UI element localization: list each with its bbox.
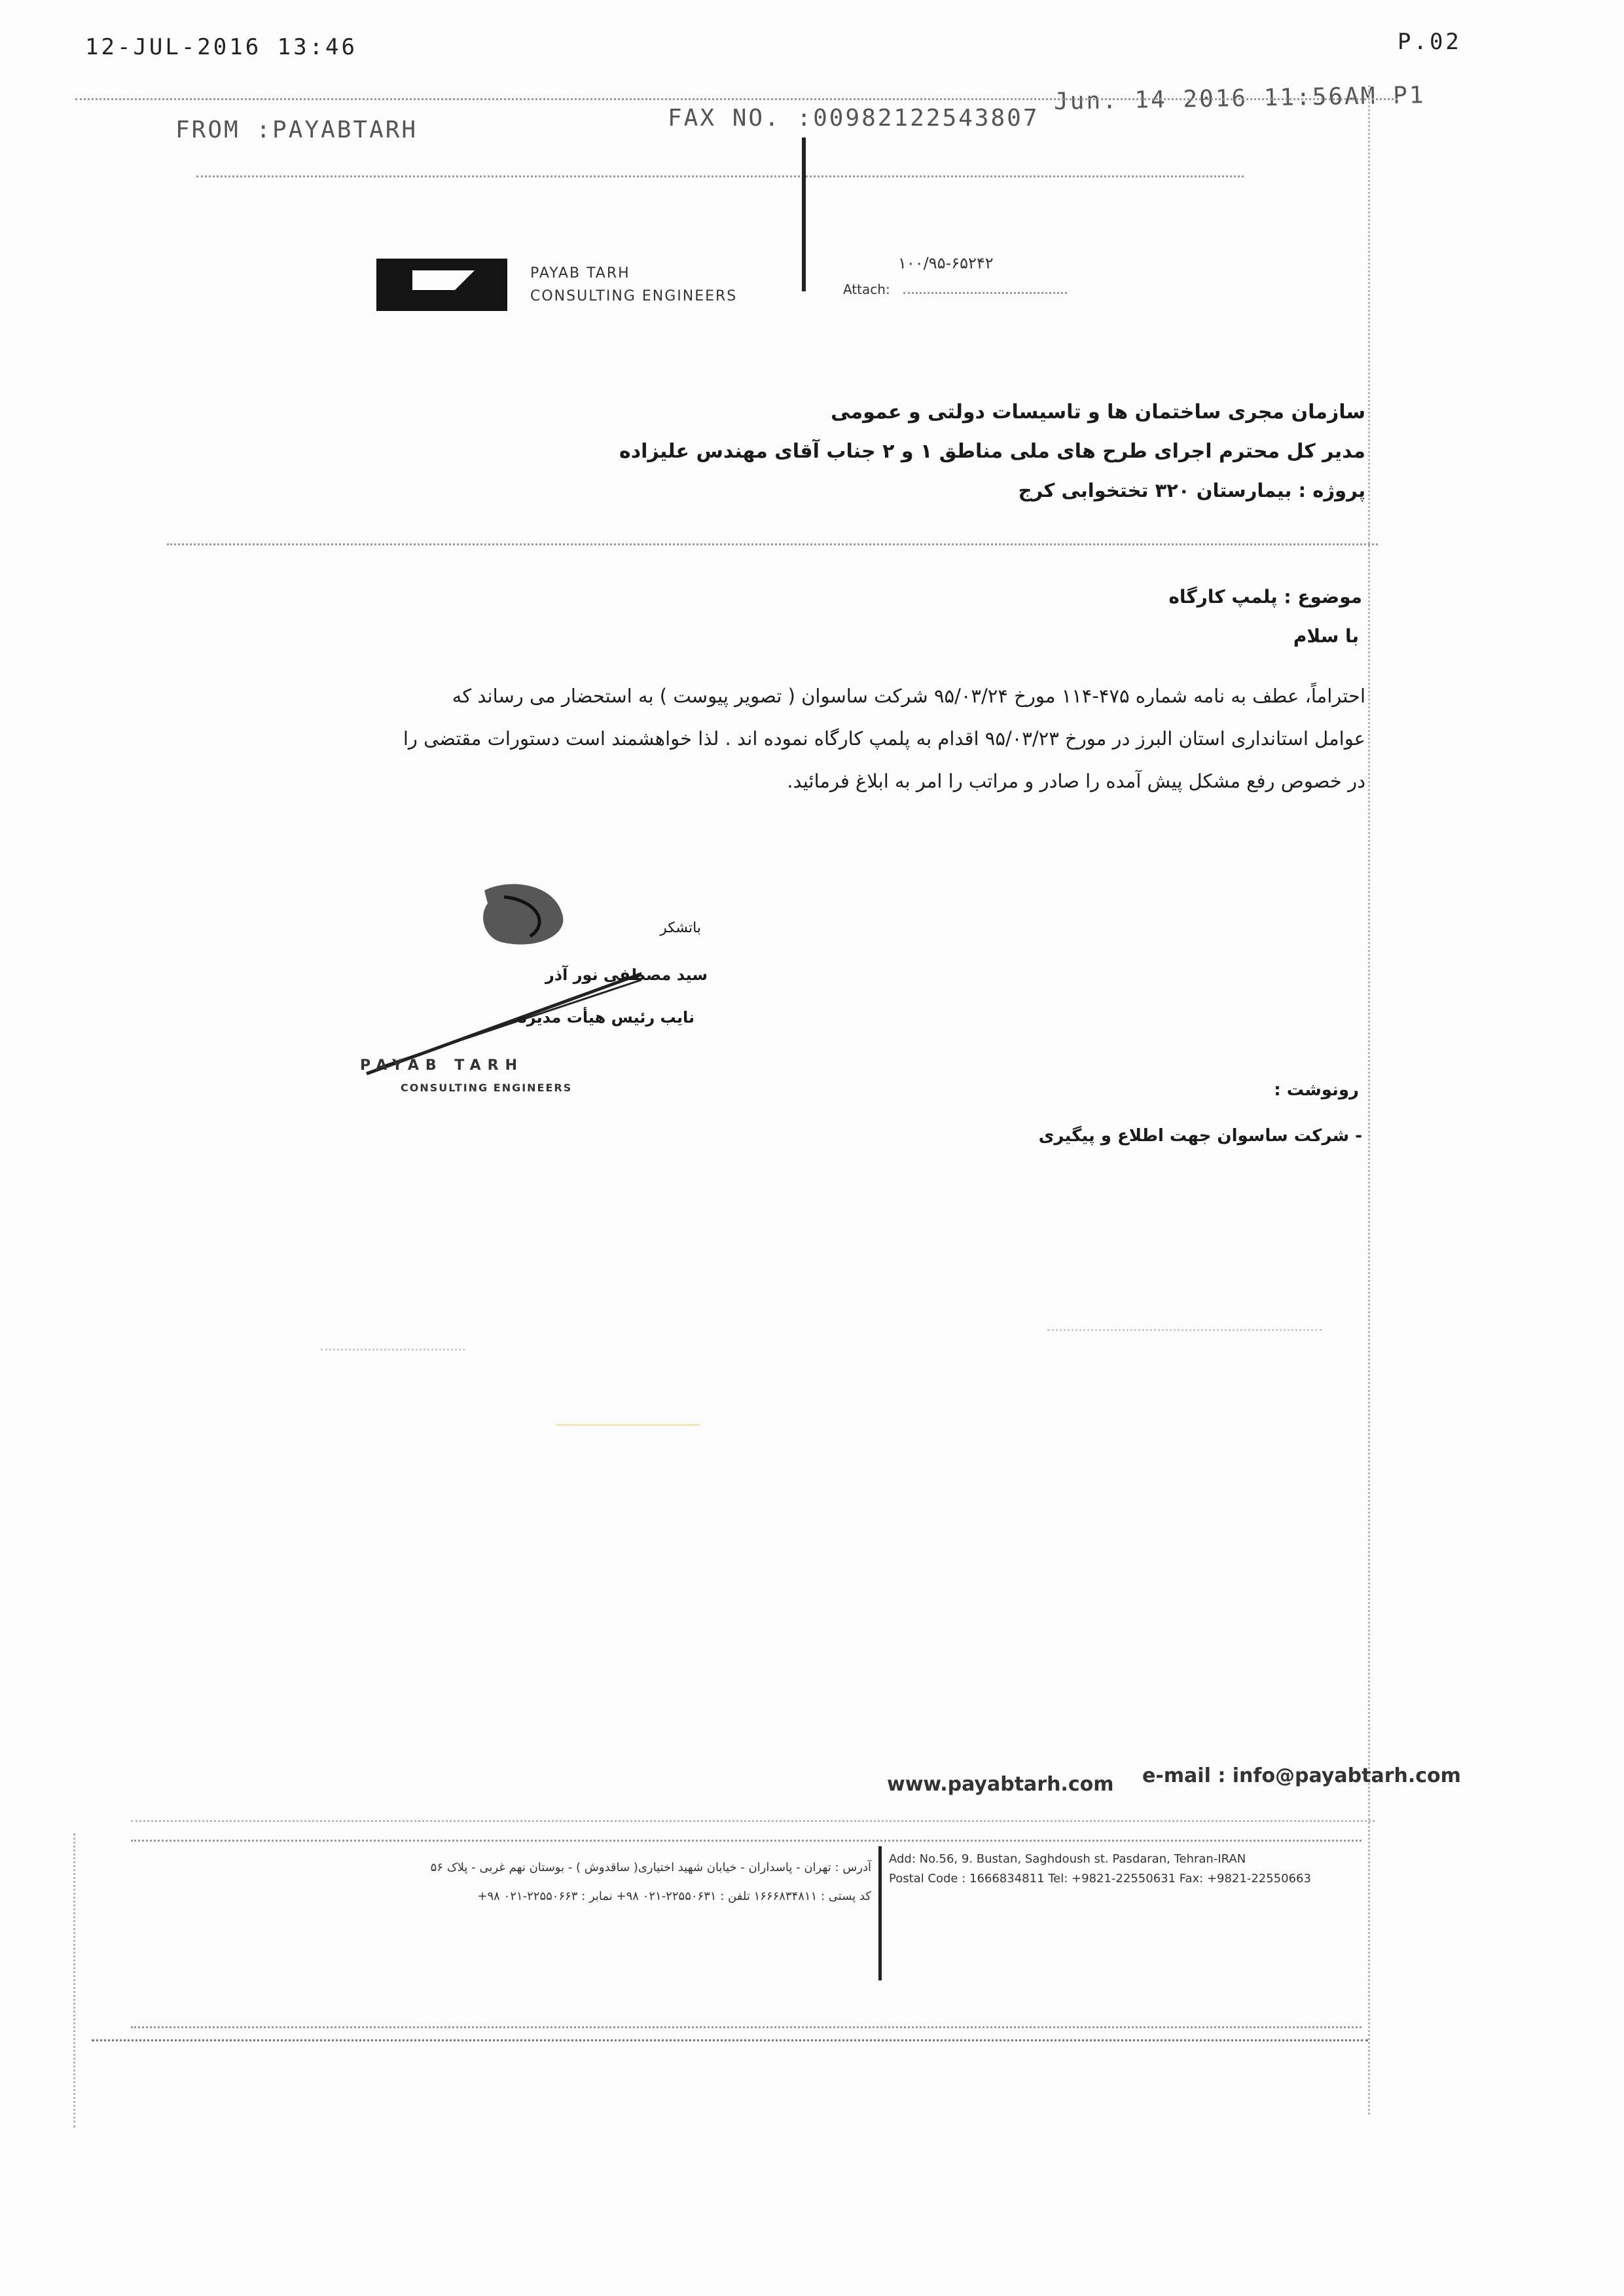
recipient-organization: سازمان مجری ساختمان ها و تاسیسات دولتی و عمومی [831,401,1365,424]
scan-line [92,2039,1368,2041]
footer-divider [878,1846,882,1980]
recipient-name: پروژه : بیمارستان ۳۲۰ تختخوابی کرج [1018,479,1365,501]
body-paragraph-3: در خصوص رفع مشکل پیش آمده را صادر و مراتب را امر به ابلاغ فرمائید. [787,770,1365,792]
scan-line [167,543,1378,545]
fax-page-number: P.02 [1398,29,1462,55]
letter-reference-number: ۱۰۰/۹۵-۶۵۲۴۲ [898,254,994,272]
fax-from: FROM :PAYABTARH [175,117,418,143]
address-en-line-2: Postal Code : 1666834811 Tel: +9821-22550631 Fax: +9821-22550663 [889,1872,1311,1886]
company-logo [376,259,507,311]
attachment-label: Attach: [843,282,890,297]
fax-received-date: Jun. 14 2016 11:56AM P1 [1053,82,1426,115]
footer-rule [131,1840,1362,1842]
greeting: با سلام [1293,625,1359,647]
page-edge-right [1368,85,1370,2115]
body-paragraph-2: عوامل استانداری استان البرز در مورخ ۹۵/۰۳/۲۳ اقدام به پلمپ کارگاه نموده اند . لذا خواهشمند است دستورات مقتضی را [403,727,1365,750]
scan-line [131,1820,1375,1822]
signatory-title: نایب رئیس هیأت مدیره [517,1008,695,1027]
cc-recipient: - شرکت ساسوان جهت اطلاع و پیگیری [1038,1126,1362,1146]
header-divider [802,137,806,291]
company-tagline-en: CONSULTING ENGINEERS [530,288,738,304]
company-website: www.payabtarh.com [887,1773,1114,1796]
subject-line: موضوع : پلمپ کارگاه [1168,586,1362,608]
scan-line [75,98,1398,100]
signature-thanks: باتشکر [660,920,701,936]
address-en-line-1: Add: No.56, 9. Bustan, Saghdoush st. Pasdaran, Tehran-IRAN [889,1852,1246,1866]
address-fa-line-1: آدرس : تهران - پاسداران - خیابان شهید اختیاری( ساقدوش ) - بوستان نهم غربی - پلاک ۵۶ [430,1861,871,1874]
scan-artifact [556,1424,700,1426]
cc-label: رونوشت : [1274,1080,1359,1100]
fax-number: FAX NO. :00982122543807 [668,105,1039,132]
stamp-company-tagline: CONSULTING ENGINEERS [401,1082,573,1094]
scan-line [196,175,1244,177]
page-edge-left [73,1833,75,2128]
company-email: e-mail : info@payabtarh.com [1142,1764,1461,1787]
address-fa-line-2: کد پستی : ۱۶۶۶۸۳۴۸۱۱ تلفن : ۲۲۵۵۰۶۳۱-۰۲۱ ۹۸+ نمابر : ۲۲۵۵۰۶۶۳-۰۲۱ ۹۸+ [477,1889,871,1903]
signatory-name: سید مصطفی نور آذر [545,966,708,984]
attachment-field-line [903,292,1067,294]
body-paragraph-1: احتراماً، عطف به نامه شماره ۴۷۵-۱۱۴ مورخ ۹۵/۰۳/۲۴ شرکت ساسوان ( تصویر پیوست ) به استحضار می رساند که [452,685,1365,707]
company-name-en: PAYAB TARH [530,265,630,282]
scan-line [131,2026,1362,2028]
stamp-company-name: PAYAB TARH [360,1057,524,1074]
scan-line [1047,1329,1322,1331]
fax-timestamp: 12-JUL-2016 13:46 [85,34,357,60]
recipient-position: مدیر کل محترم اجرای طرح های ملی مناطق ۱ و ۲ جناب آقای مهندس علیزاده [619,440,1365,463]
scan-line [321,1349,465,1351]
